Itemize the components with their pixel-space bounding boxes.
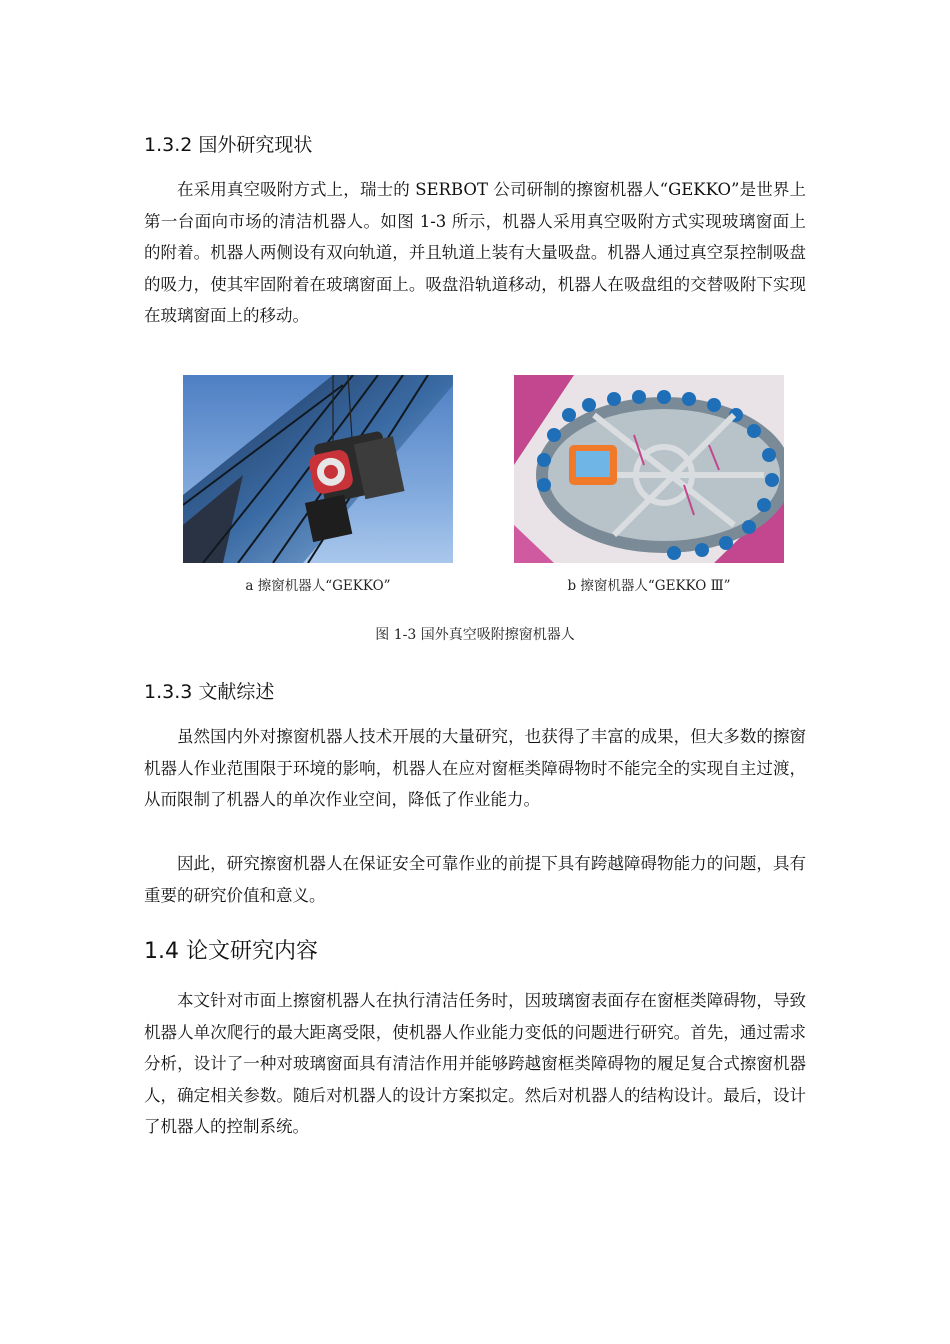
figure-subcaption-b: b 擦窗机器人“GEKKO Ⅲ” <box>567 578 731 594</box>
section-heading-1-4: 1.4 论文研究内容 <box>144 939 318 964</box>
paragraph-1-4: 本文针对市面上擦窗机器人在执行清洁任务时，因玻璃窗表面存在窗框类障碍物，导致机器人单次爬行的最大距离受限，使机器人作业能力变低的问题进行研究。首先，通过需求分析，设计了一种对玻璃窗面具有清洁作用并能够跨越窗框类障碍物的履足复合式擦窗机器人，确定相关参数。随后对机器人的设计方案拟定。然后对机器人的结构设计。最后，设计了机器人的控制系统。 <box>144 991 806 1136</box>
figure-image-gekko-iii <box>514 375 784 563</box>
section-heading-1-3-2: 1.3.2 国外研究现状 <box>144 134 313 156</box>
figure-image-gekko <box>183 375 453 563</box>
gekko-photo-illustration <box>183 375 453 563</box>
paragraph-1-3-2: 在采用真空吸附方式上，瑞士的 SERBOT 公司研制的擦窗机器人“GEKKO”是世界上第一台面向市场的清洁机器人。如图 1-3 所示，机器人采用真空吸附方式实现玻璃窗面上的附着。机器人两侧设有双向轨道，并且轨道上装有大量吸盘。机器人通过真空泵控制吸盘的吸力，使其牢固附着在玻璃窗面上。吸盘沿轨道移动，机器人在吸盘组的交替吸附下实现在玻璃窗面上的移动。 <box>144 180 806 325</box>
paragraph-1-3-3-a: 虽然国内外对擦窗机器人技术开展的大量研究，也获得了丰富的成果，但大多数的擦窗机器人作业范围限于环境的影响，机器人在应对窗框类障碍物时不能完全的实现自主过渡，从而限制了机器人的单次作业空间，降低了作业能力。 <box>144 727 806 809</box>
gekko-iii-photo-illustration <box>514 375 784 563</box>
figure-caption: 图 1-3 国外真空吸附擦窗机器人 <box>375 627 575 643</box>
figure-subcaption-a: a 擦窗机器人“GEKKO” <box>245 578 391 594</box>
section-heading-1-3-3: 1.3.3 文献综述 <box>144 681 275 703</box>
paragraph-1-3-3-b: 因此，研究擦窗机器人在保证安全可靠作业的前提下具有跨越障碍物能力的问题，具有重要的研究价值和意义。 <box>144 854 806 905</box>
